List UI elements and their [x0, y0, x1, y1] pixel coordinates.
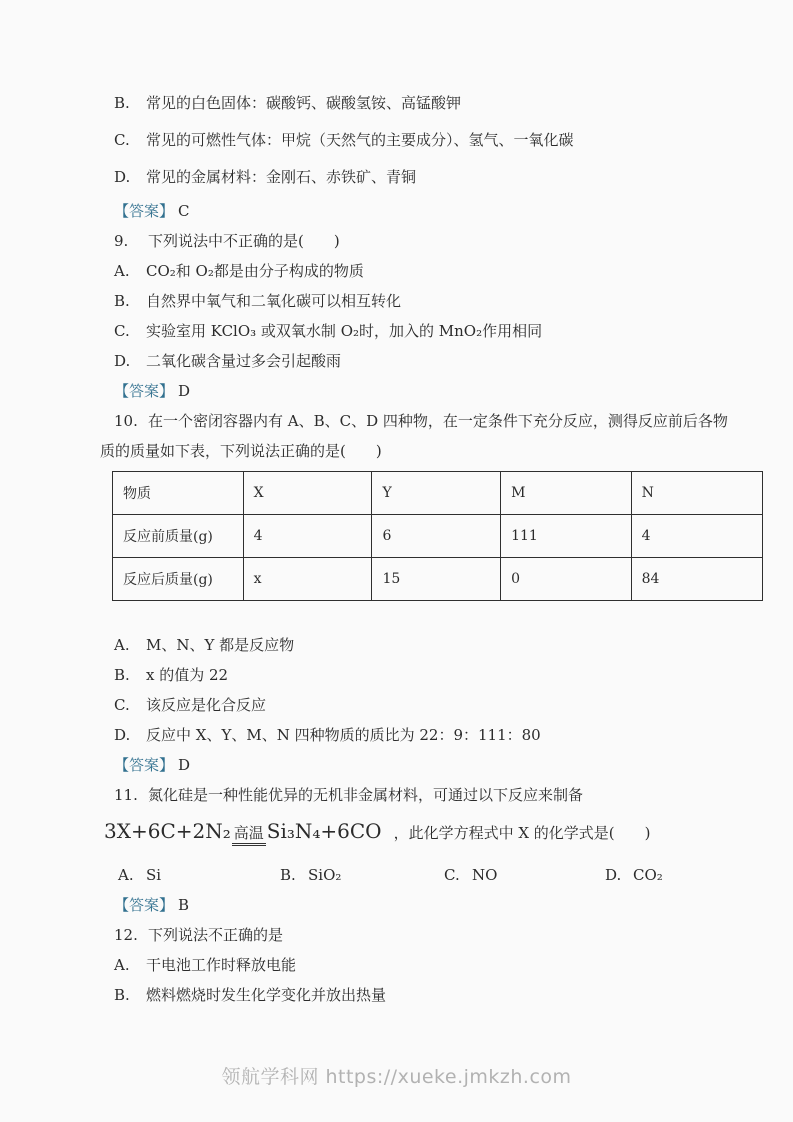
- option-letter: A.: [118, 866, 134, 884]
- question-9-answer: [100, 376, 763, 406]
- site-watermark: 领航学科网 https://xueke.jmkzh.com: [221, 1066, 572, 1088]
- answer-value: C: [178, 202, 190, 220]
- answer-label: 【答案】: [114, 756, 175, 774]
- table-cell: 15: [372, 558, 501, 601]
- question-11-option-c: [444, 860, 605, 890]
- option-text: CO₂: [633, 866, 663, 884]
- stem-text: 下列说法不正确的是: [148, 926, 284, 944]
- question-9-option-d: [100, 346, 763, 376]
- question-10-stem-line2: [100, 436, 763, 466]
- option-text: CO₂和 O₂都是由分子构成的物质: [146, 262, 364, 280]
- equation-left: 3X+6C+2N₂: [104, 819, 231, 843]
- question-10-option-b: [100, 660, 763, 690]
- question-12-option-b: [100, 980, 763, 1010]
- option-letter: D.: [114, 352, 131, 370]
- question-8-option-d: [100, 159, 763, 196]
- option-letter: A.: [114, 636, 130, 654]
- question-8-answer: [100, 196, 763, 226]
- question-number: 11.: [114, 786, 138, 804]
- option-letter: C.: [114, 131, 130, 149]
- option-letter: A.: [114, 262, 130, 280]
- table-header-row: [113, 472, 763, 515]
- table-header-cell: Y: [372, 472, 501, 515]
- option-text: 自然界中氧气和二氧化碳可以相互转化: [146, 292, 402, 310]
- question-8-option-b: [100, 85, 763, 122]
- question-8-option-c: [100, 122, 763, 159]
- table-row: [113, 558, 763, 601]
- table-cell: 84: [631, 558, 762, 601]
- question-9-option-a: [100, 256, 763, 286]
- question-11-option-b: [280, 860, 444, 890]
- question-11-stem: [100, 780, 763, 810]
- table-header-cell: N: [631, 472, 762, 515]
- option-text: 干电池工作时释放电能: [146, 956, 297, 974]
- question-number: 10.: [114, 412, 138, 430]
- table-cell: 4: [631, 515, 762, 558]
- option-letter: A.: [114, 956, 130, 974]
- option-text: 常见的可燃性气体：甲烷（天然气的主要成分）、氢气、一氧化碳: [146, 131, 574, 149]
- question-11-option-d: [605, 860, 663, 890]
- table-header-cell: X: [243, 472, 372, 515]
- question-12-stem: [100, 920, 763, 950]
- answer-value: B: [178, 896, 190, 914]
- stem-text: 氮化硅是一种性能优异的无机非金属材料，可通过以下反应来制备: [148, 786, 584, 804]
- option-text: 该反应是化合反应: [146, 696, 267, 714]
- stem-text: 质的质量如下表，下列说法正确的是( ): [100, 442, 382, 460]
- option-letter: C.: [444, 866, 460, 884]
- reaction-mass-table: [112, 471, 763, 601]
- option-text: Si: [146, 866, 162, 884]
- option-letter: B.: [114, 94, 130, 112]
- option-text: 常见的白色固体：碳酸钙、碳酸氢铵、高锰酸钾: [146, 94, 462, 112]
- chemical-equation: [100, 810, 763, 852]
- stem-text: 下列说法中不正确的是( ): [148, 232, 340, 250]
- table-cell: 0: [501, 558, 631, 601]
- table-cell: 6: [372, 515, 501, 558]
- answer-value: D: [178, 382, 191, 400]
- option-letter: C.: [114, 696, 130, 714]
- question-10-stem-line1: [100, 406, 763, 436]
- table-cell: 反应后质量(g): [113, 558, 244, 601]
- option-letter: C.: [114, 322, 130, 340]
- option-letter: D.: [114, 168, 131, 186]
- option-text: 燃料燃烧时发生化学变化并放出热量: [146, 986, 387, 1004]
- answer-value: D: [178, 756, 191, 774]
- option-letter: B.: [114, 986, 130, 1004]
- option-text: 实验室用 KClO₃ 或双氧水制 O₂时，加入的 MnO₂作用相同: [146, 322, 543, 340]
- table-header-cell: 物质: [113, 472, 244, 515]
- option-text: 反应中 X、Y、M、N 四种物质的质比为 22：9：111：80: [146, 726, 541, 744]
- table-cell: x: [243, 558, 372, 601]
- question-number: 12.: [114, 926, 138, 944]
- equation-right: Si₃N₄+6CO: [266, 819, 382, 843]
- question-10-option-a: [100, 630, 763, 660]
- table-cell: 反应前质量(g): [113, 515, 244, 558]
- option-letter: D.: [605, 866, 622, 884]
- option-text: NO: [472, 866, 498, 884]
- question-9-option-c: [100, 316, 763, 346]
- question-10-answer: [100, 750, 763, 780]
- question-11-options-row: [100, 860, 763, 890]
- option-letter: B.: [114, 292, 130, 310]
- question-12-option-a: [100, 950, 763, 980]
- table-header-cell: M: [501, 472, 631, 515]
- question-9-option-b: [100, 286, 763, 316]
- table-cell: 4: [243, 515, 372, 558]
- question-11-option-a: [118, 860, 280, 890]
- option-text: SiO₂: [308, 866, 342, 884]
- answer-label: 【答案】: [114, 202, 175, 220]
- equation-condition: 高温: [232, 824, 266, 846]
- question-9-stem: [100, 226, 763, 256]
- stem-text: 在一个密闭容器内有 A、B、C、D 四种物，在一定条件下充分反应，测得反应前后各物: [148, 412, 728, 430]
- question-11-answer: [100, 890, 763, 920]
- option-text: M、N、Y 都是反应物: [146, 636, 295, 654]
- table-cell: 111: [501, 515, 631, 558]
- option-text: x 的值为 22: [146, 666, 229, 684]
- equation-question-text: ，此化学方程式中 X 的化学式是( ): [393, 824, 651, 842]
- option-text: 二氧化碳含量过多会引起酸雨: [146, 352, 342, 370]
- answer-label: 【答案】: [114, 382, 175, 400]
- option-letter: B.: [114, 666, 130, 684]
- option-letter: D.: [114, 726, 131, 744]
- answer-label: 【答案】: [114, 896, 175, 914]
- option-letter: B.: [280, 866, 296, 884]
- question-number: 9.: [114, 232, 129, 250]
- table-row: [113, 515, 763, 558]
- question-10-option-c: [100, 690, 763, 720]
- option-text: 常见的金属材料：金刚石、赤铁矿、青铜: [146, 168, 417, 186]
- question-10-option-d: [100, 720, 763, 750]
